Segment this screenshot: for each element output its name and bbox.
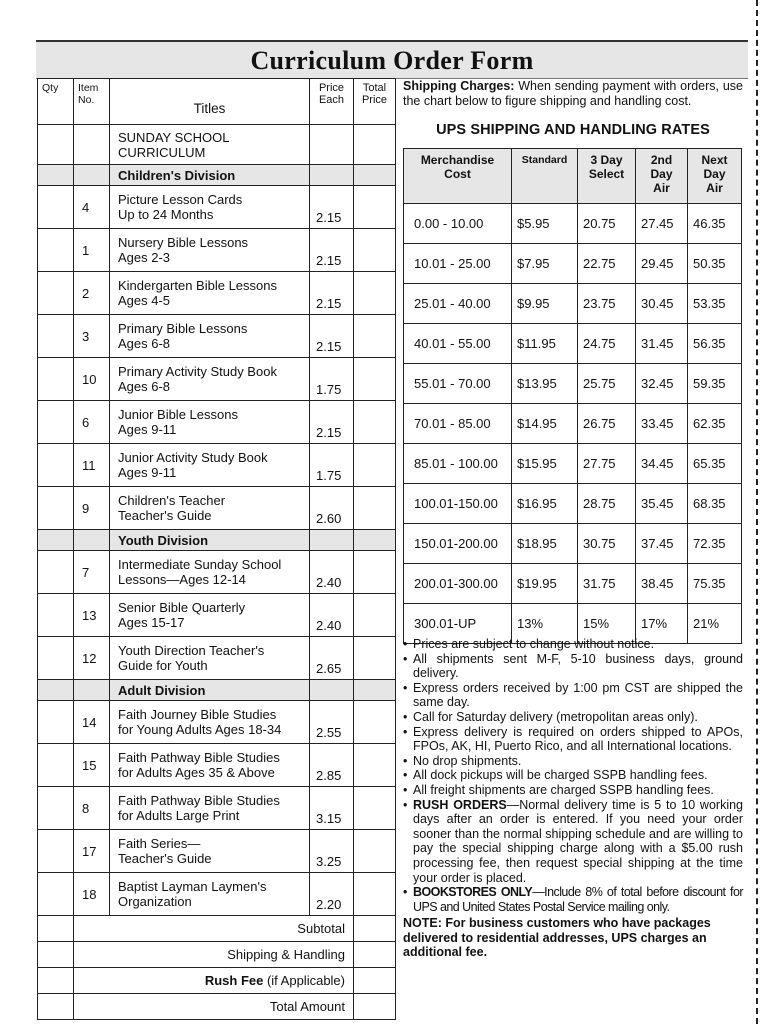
shipping-note: • All shipments sent M-F, 5-10 business days, ground delivery. — [403, 652, 743, 681]
item-row — [38, 637, 396, 680]
rate-value: 20.75 — [578, 204, 636, 244]
item-row — [38, 272, 396, 315]
subtotal-input-cell[interactable] — [354, 916, 396, 942]
qty-input-cell[interactable] — [38, 873, 74, 916]
item-number: 14 — [74, 701, 110, 744]
rate-value: $19.95 — [512, 564, 578, 604]
rate-value: 26.75 — [578, 404, 636, 444]
item-number: 12 — [74, 637, 110, 680]
form-header — [36, 40, 748, 79]
shipping-note: • Express delivery is required on orders shipped to APOs, FPOs, AK, HI, Puerto Rico, and all International locations. — [403, 725, 743, 754]
rate-value: 27.45 — [636, 204, 688, 244]
qty-cell — [38, 125, 74, 165]
price-each-header: Price Each — [310, 79, 354, 125]
item-price: 2.40 — [310, 551, 354, 594]
rate-row — [404, 324, 742, 364]
shipping-note: • All dock pickups will be charged SSPB handling fees. — [403, 768, 743, 783]
qty-cell — [38, 942, 74, 968]
item-number: 4 — [74, 186, 110, 229]
rate-value: 38.45 — [636, 564, 688, 604]
shipping-handling-input-cell[interactable] — [354, 942, 396, 968]
item-title: Faith Series— Teacher's Guide — [110, 830, 310, 873]
shipping-note: • Prices are subject to change without notice. — [403, 637, 743, 652]
total-price-input-cell[interactable] — [354, 272, 396, 315]
item-price: 2.65 — [310, 637, 354, 680]
rate-row — [404, 484, 742, 524]
merch-header: Merchandise Cost — [404, 149, 512, 204]
rate-value: 62.35 — [688, 404, 742, 444]
item-title: Primary Bible Lessons Ages 6-8 — [110, 315, 310, 358]
item-number: 15 — [74, 744, 110, 787]
rate-value: 72.35 — [688, 524, 742, 564]
qty-input-cell[interactable] — [38, 551, 74, 594]
rate-row — [404, 284, 742, 324]
rate-value: 68.35 — [688, 484, 742, 524]
rate-value: 13% — [512, 604, 578, 644]
item-title: Faith Pathway Bible Studies for Adults Ages 35 & Above — [110, 744, 310, 787]
item-price: 2.85 — [310, 744, 354, 787]
shipping-note: • Express orders received by 1:00 pm CST are shipped the same day. — [403, 681, 743, 710]
rates-title: UPS SHIPPING AND HANDLING RATES — [436, 122, 710, 138]
rate-value: $13.95 — [512, 364, 578, 404]
item-no-cell — [74, 165, 110, 186]
qty-cell — [38, 994, 74, 1020]
section-heading: SUNDAY SCHOOL CURRICULUM — [110, 125, 310, 165]
item-title: Junior Bible Lessons Ages 9-11 — [110, 401, 310, 444]
rate-value: 53.35 — [688, 284, 742, 324]
rate-value: 22.75 — [578, 244, 636, 284]
merchandise-cost: 0.00 - 10.00 — [404, 204, 512, 244]
rate-row — [404, 364, 742, 404]
item-number: 7 — [74, 551, 110, 594]
shipping-notes — [403, 637, 743, 960]
total-price-input-cell[interactable] — [354, 873, 396, 916]
second-day-header: 2nd Day Air — [636, 149, 688, 204]
bookstores-note: • BOOKSTORES ONLY—Include 8% of total before discount for UPS and United States Postal Service mailing only. — [403, 885, 743, 914]
item-title: Baptist Layman Laymen's Organization — [110, 873, 310, 916]
total-price-input-cell[interactable] — [354, 787, 396, 830]
merchandise-cost: 70.01 - 85.00 — [404, 404, 512, 444]
shipping-info — [403, 79, 743, 138]
subtotal-label: Subtotal — [74, 916, 354, 942]
item-row — [38, 701, 396, 744]
qty-header: Qty — [38, 79, 74, 125]
division-row — [38, 530, 396, 551]
rate-value: 31.45 — [636, 324, 688, 364]
rate-value: 33.45 — [636, 404, 688, 444]
item-title: Kindergarten Bible Lessons Ages 4-5 — [110, 272, 310, 315]
item-price: 2.40 — [310, 594, 354, 637]
merchandise-cost: 40.01 - 55.00 — [404, 324, 512, 364]
item-row — [38, 401, 396, 444]
total-price-input-cell[interactable] — [354, 744, 396, 787]
division-name: Children's Division — [110, 165, 310, 186]
qty-input-cell[interactable] — [38, 594, 74, 637]
price-cell — [310, 125, 354, 165]
rate-row — [404, 564, 742, 604]
item-row — [38, 358, 396, 401]
total-price-input-cell[interactable] — [354, 315, 396, 358]
item-row — [38, 744, 396, 787]
total-amount-row — [38, 994, 396, 1020]
shipping-note: • No drop shipments. — [403, 754, 743, 769]
rate-value: 35.45 — [636, 484, 688, 524]
qty-input-cell[interactable] — [38, 358, 74, 401]
qty-input-cell[interactable] — [38, 830, 74, 873]
order-table — [37, 78, 396, 1020]
merchandise-cost: 100.01-150.00 — [404, 484, 512, 524]
item-row — [38, 873, 396, 916]
cut-line — [756, 0, 758, 1024]
item-title: Picture Lesson Cards Up to 24 Months — [110, 186, 310, 229]
rate-value: 21% — [688, 604, 742, 644]
item-row — [38, 229, 396, 272]
item-no-cell — [74, 125, 110, 165]
total-price-input-cell[interactable] — [354, 358, 396, 401]
rates-header-row — [404, 149, 742, 204]
rate-value: $15.95 — [512, 444, 578, 484]
rate-value: 65.35 — [688, 444, 742, 484]
rate-value: $11.95 — [512, 324, 578, 364]
item-price: 1.75 — [310, 444, 354, 487]
rush-fee-label: Rush Fee (if Applicable) — [74, 968, 354, 994]
rate-row — [404, 444, 742, 484]
item-price: 2.20 — [310, 873, 354, 916]
merchandise-cost: 200.01-300.00 — [404, 564, 512, 604]
rate-value: 30.45 — [636, 284, 688, 324]
item-title: Nursery Bible Lessons Ages 2-3 — [110, 229, 310, 272]
item-row — [38, 315, 396, 358]
merchandise-cost: 25.01 - 40.00 — [404, 284, 512, 324]
total-cell — [354, 680, 396, 701]
qty-input-cell[interactable] — [38, 487, 74, 530]
qty-input-cell[interactable] — [38, 701, 74, 744]
rate-value: 34.45 — [636, 444, 688, 484]
item-row — [38, 186, 396, 229]
subtotal-row — [38, 916, 396, 942]
item-row — [38, 787, 396, 830]
rate-row — [404, 204, 742, 244]
rate-value: $5.95 — [512, 204, 578, 244]
item-title: Children's Teacher Teacher's Guide — [110, 487, 310, 530]
item-price: 3.15 — [310, 787, 354, 830]
division-row — [38, 165, 396, 186]
rate-value: 15% — [578, 604, 636, 644]
price-cell — [310, 680, 354, 701]
item-no-cell — [74, 530, 110, 551]
item-title: Primary Activity Study Book Ages 6-8 — [110, 358, 310, 401]
item-row — [38, 444, 396, 487]
rush-fee-input-cell[interactable] — [354, 968, 396, 994]
rush-orders-note: • RUSH ORDERS—Normal delivery time is 5 to 10 working days after an order is entered. If you need your order sooner than the normal shipping schedule and are willing to pay the special shipping charge along with a $5.00 rush processing fee, then request special shipping at the time your order is placed. — [403, 798, 743, 886]
item-title: Senior Bible Quarterly Ages 15-17 — [110, 594, 310, 637]
total-price-input-cell[interactable] — [354, 551, 396, 594]
qty-input-cell[interactable] — [38, 272, 74, 315]
qty-cell — [38, 530, 74, 551]
item-number: 8 — [74, 787, 110, 830]
total-amount-label: Total Amount — [74, 994, 354, 1020]
section-heading-row — [38, 125, 396, 165]
item-row — [38, 830, 396, 873]
division-row — [38, 680, 396, 701]
item-price: 2.15 — [310, 401, 354, 444]
item-number: 13 — [74, 594, 110, 637]
qty-input-cell[interactable] — [38, 744, 74, 787]
qty-cell — [38, 165, 74, 186]
item-row — [38, 594, 396, 637]
item-price: 2.15 — [310, 186, 354, 229]
item-number: 18 — [74, 873, 110, 916]
item-number: 6 — [74, 401, 110, 444]
item-no-header: Item No. — [74, 79, 110, 125]
rate-value: $7.95 — [512, 244, 578, 284]
total-price-input-cell[interactable] — [354, 637, 396, 680]
division-name: Youth Division — [110, 530, 310, 551]
rate-value: 23.75 — [578, 284, 636, 324]
qty-input-cell[interactable] — [38, 787, 74, 830]
rate-value: 37.45 — [636, 524, 688, 564]
rate-value: 46.35 — [688, 204, 742, 244]
merchandise-cost: 10.01 - 25.00 — [404, 244, 512, 284]
item-number: 9 — [74, 487, 110, 530]
item-number: 11 — [74, 444, 110, 487]
total-price-input-cell[interactable] — [354, 186, 396, 229]
shipping-handling-label: Shipping & Handling — [74, 942, 354, 968]
rate-value: $16.95 — [512, 484, 578, 524]
next-day-header: Next Day Air — [688, 149, 742, 204]
rate-value: 32.45 — [636, 364, 688, 404]
shipping-handling-row — [38, 942, 396, 968]
shipping-note: • Call for Saturday delivery (metropolitan areas only). — [403, 710, 743, 725]
item-number: 10 — [74, 358, 110, 401]
item-price: 2.15 — [310, 229, 354, 272]
item-row — [38, 487, 396, 530]
rate-value: 75.35 — [688, 564, 742, 604]
rate-value: 17% — [636, 604, 688, 644]
total-price-header: Total Price — [354, 79, 396, 125]
item-price: 2.15 — [310, 315, 354, 358]
rate-value: 50.35 — [688, 244, 742, 284]
titles-header: Titles — [110, 79, 310, 125]
total-price-input-cell[interactable] — [354, 487, 396, 530]
qty-input-cell[interactable] — [38, 637, 74, 680]
rate-row — [404, 404, 742, 444]
shipping-intro: Shipping Charges: When sending payment with orders, use the chart below to figure shipping and handling cost. — [403, 79, 743, 108]
residential-note: NOTE: For business customers who have packages delivered to residential addresses, UPS charges an additional fee. — [403, 916, 711, 960]
price-cell — [310, 165, 354, 186]
qty-input-cell[interactable] — [38, 315, 74, 358]
total-price-input-cell[interactable] — [354, 830, 396, 873]
item-number: 3 — [74, 315, 110, 358]
item-row — [38, 551, 396, 594]
rates-table — [403, 148, 742, 644]
division-name: Adult Division — [110, 680, 310, 701]
price-cell — [310, 530, 354, 551]
item-number: 2 — [74, 272, 110, 315]
qty-cell — [38, 916, 74, 942]
rate-value: 30.75 — [578, 524, 636, 564]
merchandise-cost: 55.01 - 70.00 — [404, 364, 512, 404]
rate-row — [404, 524, 742, 564]
item-title: Faith Pathway Bible Studies for Adults Large Print — [110, 787, 310, 830]
standard-header: Standard — [512, 149, 578, 204]
item-price: 1.75 — [310, 358, 354, 401]
item-number: 17 — [74, 830, 110, 873]
item-title: Intermediate Sunday School Lessons—Ages 12-14 — [110, 551, 310, 594]
rate-value: 59.35 — [688, 364, 742, 404]
item-price: 3.25 — [310, 830, 354, 873]
merchandise-cost: 300.01-UP — [404, 604, 512, 644]
total-cell — [354, 530, 396, 551]
rate-value: 24.75 — [578, 324, 636, 364]
three-day-header: 3 Day Select — [578, 149, 636, 204]
rate-value: $9.95 — [512, 284, 578, 324]
rate-value: $14.95 — [512, 404, 578, 444]
item-no-cell — [74, 680, 110, 701]
total-price-input-cell[interactable] — [354, 401, 396, 444]
item-price: 2.15 — [310, 272, 354, 315]
total-price-input-cell[interactable] — [354, 701, 396, 744]
total-amount-input-cell[interactable] — [354, 994, 396, 1020]
rate-value: 27.75 — [578, 444, 636, 484]
total-cell — [354, 165, 396, 186]
item-number: 1 — [74, 229, 110, 272]
merchandise-cost: 150.01-200.00 — [404, 524, 512, 564]
rush-fee-row — [38, 968, 396, 994]
qty-cell — [38, 680, 74, 701]
merchandise-cost: 85.01 - 100.00 — [404, 444, 512, 484]
total-price-input-cell[interactable] — [354, 444, 396, 487]
total-cell — [354, 125, 396, 165]
item-title: Youth Direction Teacher's Guide for Youth — [110, 637, 310, 680]
qty-input-cell[interactable] — [38, 444, 74, 487]
qty-input-cell[interactable] — [38, 229, 74, 272]
rate-value: 29.45 — [636, 244, 688, 284]
page-title: Curriculum Order Form — [250, 46, 534, 75]
rate-row — [404, 244, 742, 284]
total-price-input-cell[interactable] — [354, 594, 396, 637]
rate-value: 28.75 — [578, 484, 636, 524]
item-price: 2.55 — [310, 701, 354, 744]
qty-input-cell[interactable] — [38, 186, 74, 229]
item-title: Faith Journey Bible Studies for Young Adults Ages 18-34 — [110, 701, 310, 744]
total-price-input-cell[interactable] — [354, 229, 396, 272]
order-header-row — [38, 79, 396, 125]
shipping-note: • All freight shipments are charged SSPB handling fees. — [403, 783, 743, 798]
rate-value: 25.75 — [578, 364, 636, 404]
rate-value: $18.95 — [512, 524, 578, 564]
rate-value: 31.75 — [578, 564, 636, 604]
qty-input-cell[interactable] — [38, 401, 74, 444]
rate-value: 56.35 — [688, 324, 742, 364]
qty-cell — [38, 968, 74, 994]
item-title: Junior Activity Study Book Ages 9-11 — [110, 444, 310, 487]
item-price: 2.60 — [310, 487, 354, 530]
